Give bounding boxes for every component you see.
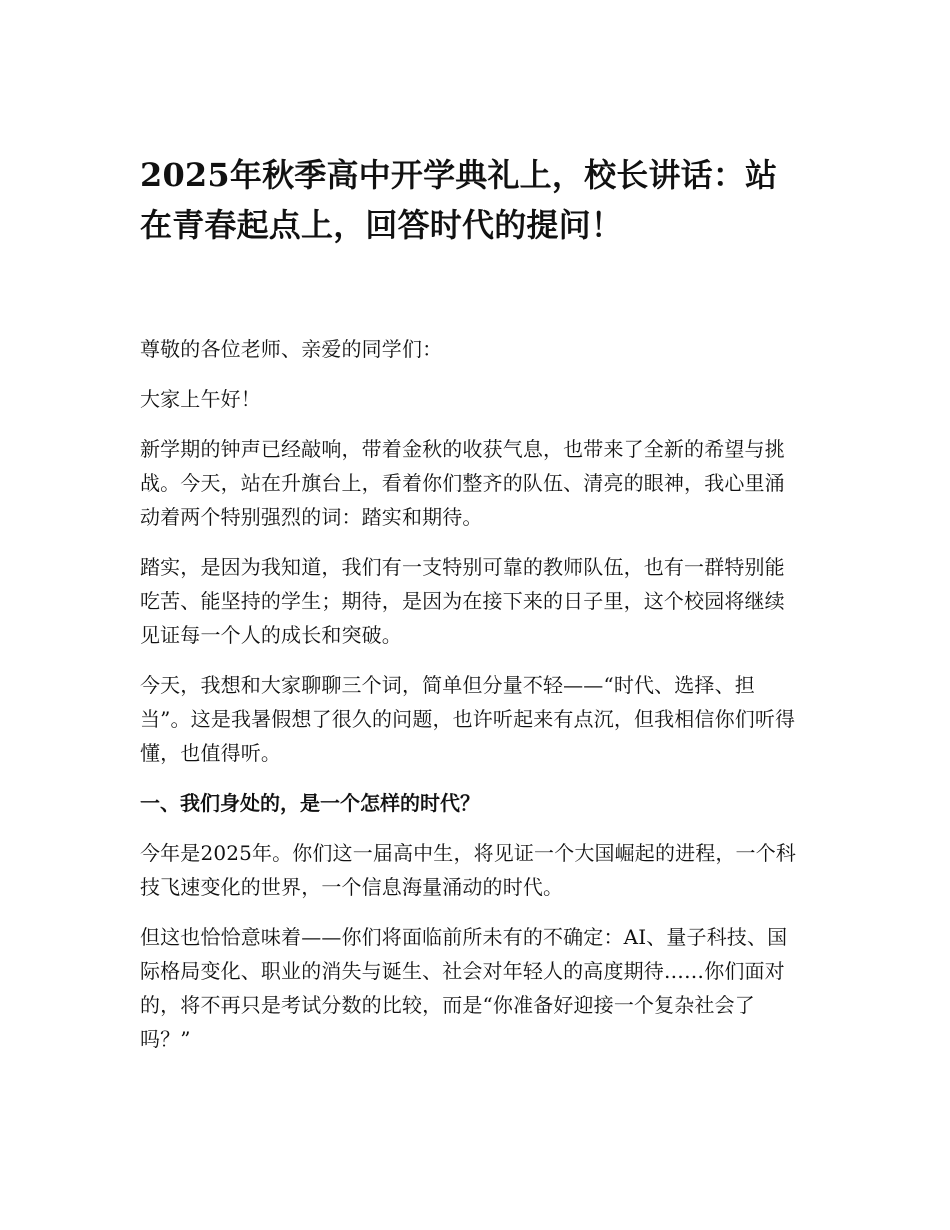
paragraph: 今天，我想和大家聊聊三个词，简单但分量不轻——“时代、选择、担当”。这是我暑假想了很久的问题，也许听起来有点沉，但我相信你们听得懂，也值得听。: [140, 673, 796, 765]
paragraph: 但这也恰恰意味着——你们将面临前所未有的不确定：AI、量子科技、国际格局变化、职业的消失与诞生、社会对年轻人的高度期待……你们面对的，将不再只是考试分数的比较，而是“你准备好迎接一个复杂社会了吗？”: [140, 925, 788, 1051]
paragraph: 踏实，是因为我知道，我们有一支特别可靠的教师队伍，也有一群特别能吃苦、能坚持的学生；期待，是因为在接下来的日子里，这个校园将继续见证每一个人的成长和突破。: [140, 555, 785, 647]
section-heading: 一、我们身处的，是一个怎样的时代？: [140, 791, 480, 815]
paragraph: 新学期的钟声已经敲响，带着金秋的收获气息，也带来了全新的希望与挑战。今天，站在升旗台上，看着你们整齐的队伍、清亮的眼神，我心里涌动着两个特别强烈的词：踏实和期待。: [140, 437, 785, 529]
document-title: 2025年秋季高中开学典礼上，校长讲话：站在青春起点上，回答时代的提问！: [140, 156, 778, 244]
salutation: 大家上午好！: [140, 387, 261, 411]
document-body: [140, 332, 804, 1056]
document-page: [140, 150, 804, 1072]
paragraph: 今年是2025年。你们这一届高中生，将见证一个大国崛起的进程，一个科技飞速变化的世界，一个信息海量涌动的时代。: [140, 841, 796, 899]
greeting: 尊敬的各位老师、亲爱的同学们：: [140, 337, 443, 361]
